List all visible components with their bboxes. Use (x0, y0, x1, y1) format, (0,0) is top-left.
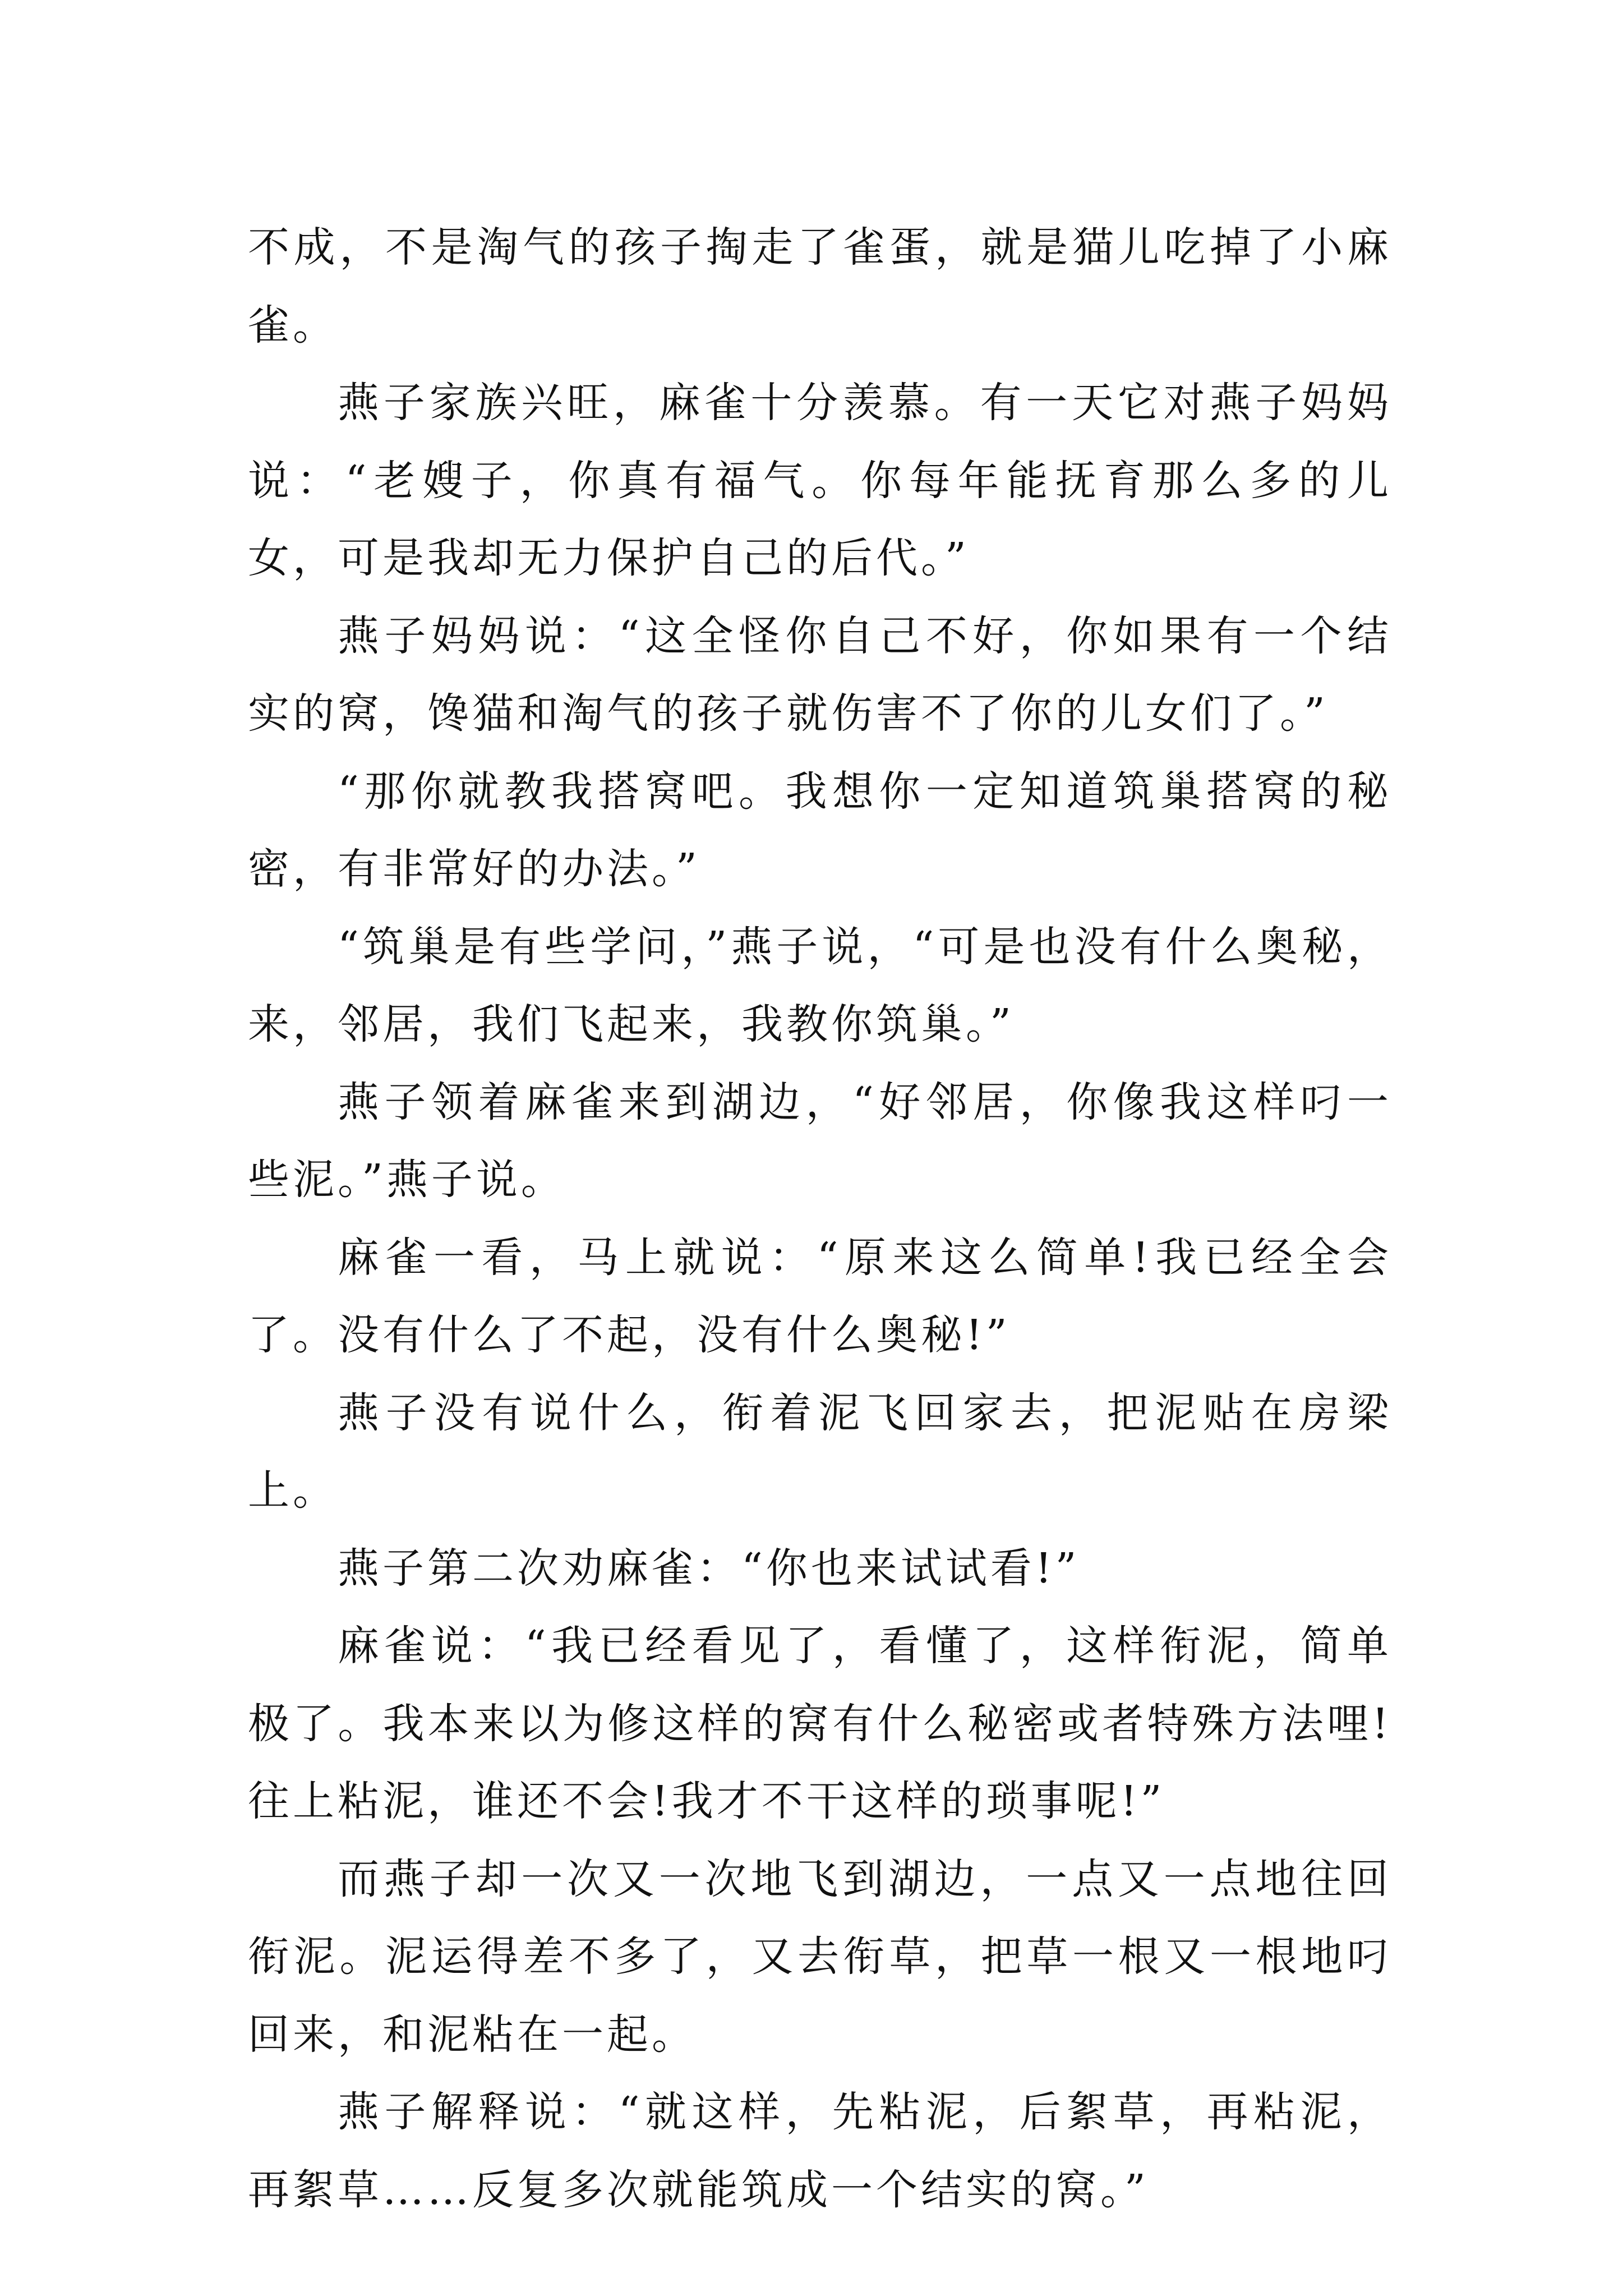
paragraph-1: 不成，不是淘气的孩子掏走了雀蛋，就是猫儿吃掉了小麻雀。 (248, 223, 1392, 349)
story-text (248, 209, 1392, 2229)
paragraph-9: 燕子第二次劝麻雀：“你也来试试看!” (338, 1544, 1080, 1593)
paragraph-6: 燕子领着麻雀来到湖边，“好邻居，你像我这样叼一些泥。”燕子说。 (248, 1078, 1392, 1204)
paragraph-4: “那你就教我搭窝吧。我想你一定知道筑巢搭窝的秘密，有非常好的办法。” (248, 767, 1392, 893)
paragraph-3: 燕子妈妈说：“这全怪你自己不好，你如果有一个结实的窝，馋猫和淘气的孩子就伤害不了你的儿女们了。” (248, 611, 1392, 738)
paragraph-11: 而燕子却一次又一次地飞到湖边，一点又一点地往回衔泥。泥运得差不多了，又去衔草，把草一根又一根地叼回来，和泥粘在一起。 (248, 1855, 1392, 2059)
paragraph-5: “筑巢是有些学问，”燕子说，“可是也没有什么奥秘，来，邻居，我们飞起来，我教你筑巢。” (248, 922, 1392, 1048)
paragraph-12: 燕子解释说：“就这样，先粘泥，后絮草，再粘泥，再絮草……反复多次就能筑成一个结实的窝。” (248, 2088, 1392, 2214)
paragraph-7: 麻雀一看，马上就说：“原来这么简单!我已经全会了。没有什么了不起，没有什么奥秘!” (248, 1233, 1392, 1359)
paragraph-2: 燕子家族兴旺，麻雀十分羡慕。有一天它对燕子妈妈说：“老嫂子，你真有福气。你每年能抚育那么多的儿女，可是我却无力保护自己的后代。” (248, 379, 1392, 582)
paragraph-10: 麻雀说：“我已经看见了，看懂了，这样衔泥，简单极了。我本来以为修这样的窝有什么秘密或者特殊方法哩!往上粘泥，谁还不会!我才不干这样的琐事呢!” (248, 1622, 1392, 1825)
paragraph-8: 燕子没有说什么，衔着泥飞回家去，把泥贴在房梁上。 (248, 1388, 1392, 1515)
